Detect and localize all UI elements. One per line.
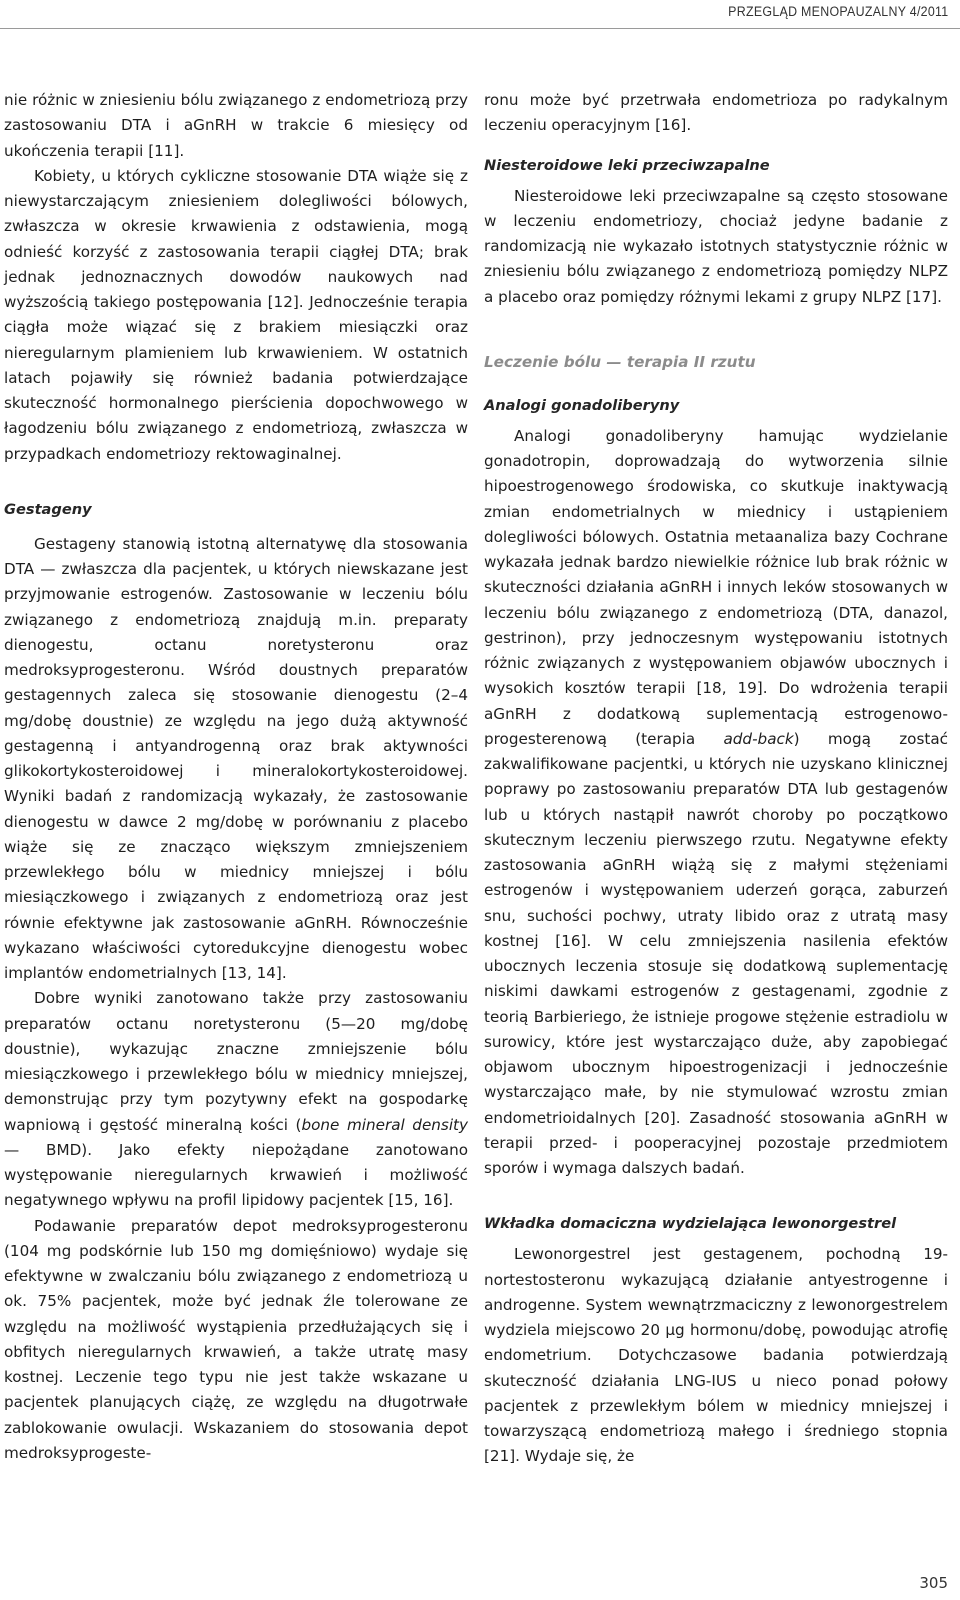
section-heading-main: Leczenie bólu — terapia II rzutu [484, 352, 756, 371]
paragraph: Lewonorgestrel jest gestagenem, pochodną 19-nortestosteronu wykazującą działanie antyestrogenne i androgenne. System wewnątrzmaciczny z lewonorgestrelem wydziela miejscowo 20 μg hormonu/dobę, powodując atrofię endometrium. Dotychczasowe badania potwierdzają skuteczność działania LNG-IUS u nieco ponad połowy pacjentek z przewlekłym bólem w miednicy mniejszej i towarzyszącą endometriozą małego i średniego stopnia [21]. Wydaje się, że [484, 1245, 948, 1466]
section-heading-analogi: Analogi gonadoliberyny [484, 396, 680, 414]
paragraph: Podawanie preparatów depot medroksyprogesteronu (104 mg podskórnie lub 150 mg domięśniowo) wydaje się efektywne w zwalczaniu bólu związanego z endometriozą u ok. 75% pacjentek, może być jednak źle tolerowane ze względu na możliwość wystąpienia przedłużających się i obfitych nieregularnych krwawień, a także utratę masy kostnej. Leczenie tego typu nie jest także wskazane u pacjentek planujących ciążę, ze względu na długotrwałe zablokowanie owulacji. Wskazaniem do stosowania depot medroksyprogeste- [4, 1216, 468, 1462]
left-column [4, 88, 468, 1466]
running-title: PRZEGLĄD MENOPAUZALNY 4/2011 [727, 4, 948, 19]
paragraph: ronu może być przetrwała endometrioza po radykalnym leczeniu operacyjnym [16]. [484, 91, 948, 135]
paragraph: Niesteroidowe leki przeciwzapalne są często stosowane w leczeniu endometriozy, chociaż jedyne badanie z randomizacją nie wykazało istotnych statystycznie różnic w zniesieniu bólu związanego z endometriozą pomiędzy NLPZ a placebo oraz pomiędzy różnymi lekami z grupy NLPZ [17]. [484, 186, 948, 306]
paragraph: Kobiety, u których cykliczne stosowanie DTA wiąże się z niewystarczającym zniesieniem dolegliwości bólowych, zwłaszcza w okresie krwawienia z odstawienia, mogą odnieść korzyść z zastosowania terapii ciągłej DTA; brak jednak jednoznacznych dowodów naukowych nad wyższością takiego postępowania [12]. Jednocześnie terapia ciągła może wiązać się z brakiem miesiączki oraz nieregularnym plamieniem lub krwawieniem. W ostatnich latach pojawiły się również badania potwierdzające skuteczność hormonalnego pierścienia dopochwowego w łagodzeniu bólu związanego z endometriozą, zwłaszcza w przypadkach endometriozy rektowaginalnej. [4, 166, 468, 463]
page-number: 305 [919, 1574, 948, 1592]
section-heading-lng-ius: Wkładka domaciczna wydzielająca lewonorgestrel [484, 1215, 897, 1233]
section-heading-gestageny: Gestageny [4, 500, 92, 518]
paragraph: nie różnic w zniesieniu bólu związanego z endometriozą przy zastosowaniu DTA i aGnRH w trakcie 6 miesięcy od ukończenia terapii [11]. [4, 91, 468, 160]
paragraph: Analogi gonadoliberyny hamując wydzielanie gonadotropin, doprowadzają do wytworzenia silnie hipoestrogenowego środowiska, co skutkuje inaktywacją zmian endometrialnych w miednicy i ustąpieniem dolegliwości bólowych. Ostatnia metaanaliza bazy Cochrane wykazała jednak bardzo niewielkie różnice lub brak różnic w skuteczności działania aGnRH i innych leków stosowanych w leczeniu bólu związanego z endometriozą (DTA, danazol, gestrinon), przy jednoczesnym występowaniu istotnych różnic związanych z występowaniem objawów ubocznych i wysokich kosztów terapii [18, 19]. Do wdrożenia terapii aGnRH z dodatkową suplementacją estrogenowo-progesterenową (terapia add-back) mogą zostać zakwalifikowane pacjentki, u których nie uzyskano klinicznej poprawy po zastosowaniu preparatów DTA lub gestagenów lub u których nastąpił nawrót choroby po początkowo skutecznym leczeniu pierwszego rzutu. Negatywne efekty zastosowania aGnRH wiążą się z małymi stężeniami estrogenów i występowaniem uderzeń gorąca, zaburzeń snu, suchości pochwy, utraty libido oraz z utratą masy kostnej [16]. W celu zmniejszenia nasilenia efektów ubocznych leczenia stosuje się dodatkową suplementację niskimi dawkami estrogenów z gestagenami, zgodnie z teorią Barbieriego, że istnieje progowe stężenie estradiolu w surowicy, które jest wystarczająco duże, aby zapobiegać objawom ubocznym hipoestrogenizacji i jednocześnie wystarczająco małe, by nie stymulować wzrostu zmian endometrioidalnych [20]. Zasadność stosowania aGnRH w terapii przed- i pooperacyjnej pozostaje przedmiotem sporów i wymaga dalszych badań. [484, 426, 948, 1177]
right-column [484, 88, 948, 1470]
header-rule [0, 28, 960, 29]
section-heading-nlpz: Niesteroidowe leki przeciwzapalne [484, 156, 770, 174]
paragraph: Gestageny stanowią istotną alternatywę dla stosowania DTA — zwłaszcza dla pacjentek, u których niewskazane jest przyjmowanie estrogenów. Zastosowanie w leczeniu bólu związanego z endometriozą znajdują m.in. preparaty dienogestu, octanu noretysteronu oraz medroksyprogesteronu. Wśród doustnych preparatów gestagennych zaleca się stosowanie dienogestu (2–4 mg/dobę doustnie) ze względu na jego dużą aktywność gestagenną i antyandrogenną oraz brak aktywności glikokortykosteroidowej i mineralokortykosteroidowej. Wyniki badań z randomizacją wykazały, że zastosowanie dienogestu w dawce 2 mg/dobę w porównaniu z placebo wiąże się ze znacząco większym zmniejszeniem przewlekłego bólu w miednicy mniejszej i bólu miesiączkowego i związanych z endometriozą oraz jest równie efektywne jak zastosowanie aGnRH. Równocześnie wykazano właściwości cytoredukcyjne dienogestu wobec implantów endometrialnych [13, 14]. [4, 534, 468, 982]
paragraph: Dobre wyniki zanotowano także przy zastosowaniu preparatów octanu noretysteronu (5—20 mg/dobę doustnie), wykazując znaczne zmniejszenie bólu miesiączkowego i przewlekłego bólu w miednicy mniejszej, demonstrując przy tym pozytywny efekt na gospodarkę wapniową i gęstość mineralną kości (bone mineral density — BMD). Jako efekty niepożądane zanotowano występowanie nieregularnych krwawień i możliwość negatywnego wpływu na profil lipidowy pacjentek [15, 16]. [4, 989, 468, 1210]
